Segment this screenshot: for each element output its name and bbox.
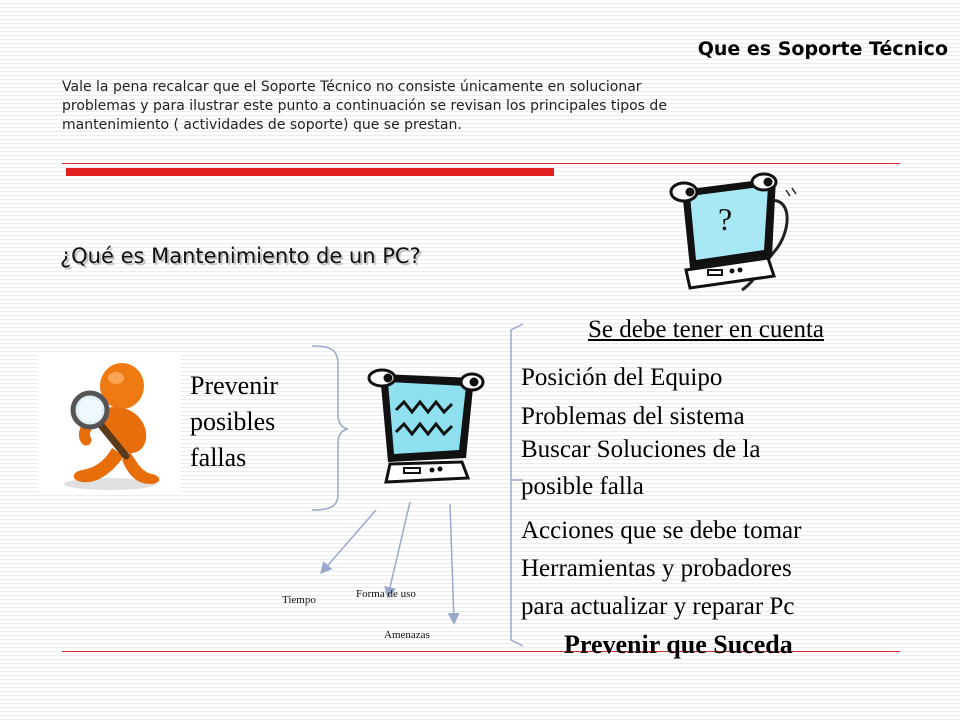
magnifier-figure-icon	[38, 352, 180, 494]
intro-line: mantenimiento ( actividades de soporte) que se prestan.	[62, 117, 462, 133]
list-item: posible falla	[521, 473, 644, 500]
error-monitor-icon	[366, 366, 486, 496]
prevent-line: posibles	[190, 407, 276, 436]
arrow-tiempo	[322, 510, 376, 572]
slide-title: Que es Soporte Técnico	[697, 38, 948, 60]
list-item: Herramientas y probadores	[521, 555, 792, 582]
accent-bar	[66, 168, 554, 176]
intro-paragraph	[62, 78, 892, 135]
monitor-arrows	[310, 500, 490, 650]
left-brace	[310, 344, 350, 514]
arrow-amenazas	[450, 504, 454, 622]
prevent-line: fallas	[190, 443, 247, 472]
prevent-text	[190, 368, 278, 476]
list-item: Buscar Soluciones de la	[521, 436, 761, 463]
label-amenazas: Amenazas	[384, 629, 430, 641]
label-tiempo: Tiempo	[282, 594, 316, 606]
considerations-header: Se debe tener en cuenta	[588, 316, 824, 343]
prevent-line: Prevenir	[190, 371, 279, 400]
footer-action-text: Prevenir que Suceda	[564, 630, 793, 659]
top-divider	[62, 163, 900, 164]
list-item: Problemas del sistema	[521, 403, 745, 430]
list-item: Acciones que se debe tomar	[521, 517, 802, 544]
intro-line: problemas y para ilustrar este punto a continuación se revisan los principales tipos de	[62, 98, 667, 114]
arrow-forma-de-uso	[388, 502, 410, 596]
question-monitor-icon	[664, 172, 804, 302]
label-forma-de-uso: Forma de uso	[356, 588, 416, 600]
question-mark: ?	[718, 201, 733, 237]
intro-line: Vale la pena recalcar que el Soporte Técnico no consiste únicamente en solucionar	[62, 79, 642, 95]
section-subtitle: ¿Qué es Mantenimiento de un PC?	[60, 244, 421, 268]
list-item: Posición del Equipo	[521, 364, 723, 391]
list-item: para actualizar y reparar Pc	[521, 593, 795, 620]
